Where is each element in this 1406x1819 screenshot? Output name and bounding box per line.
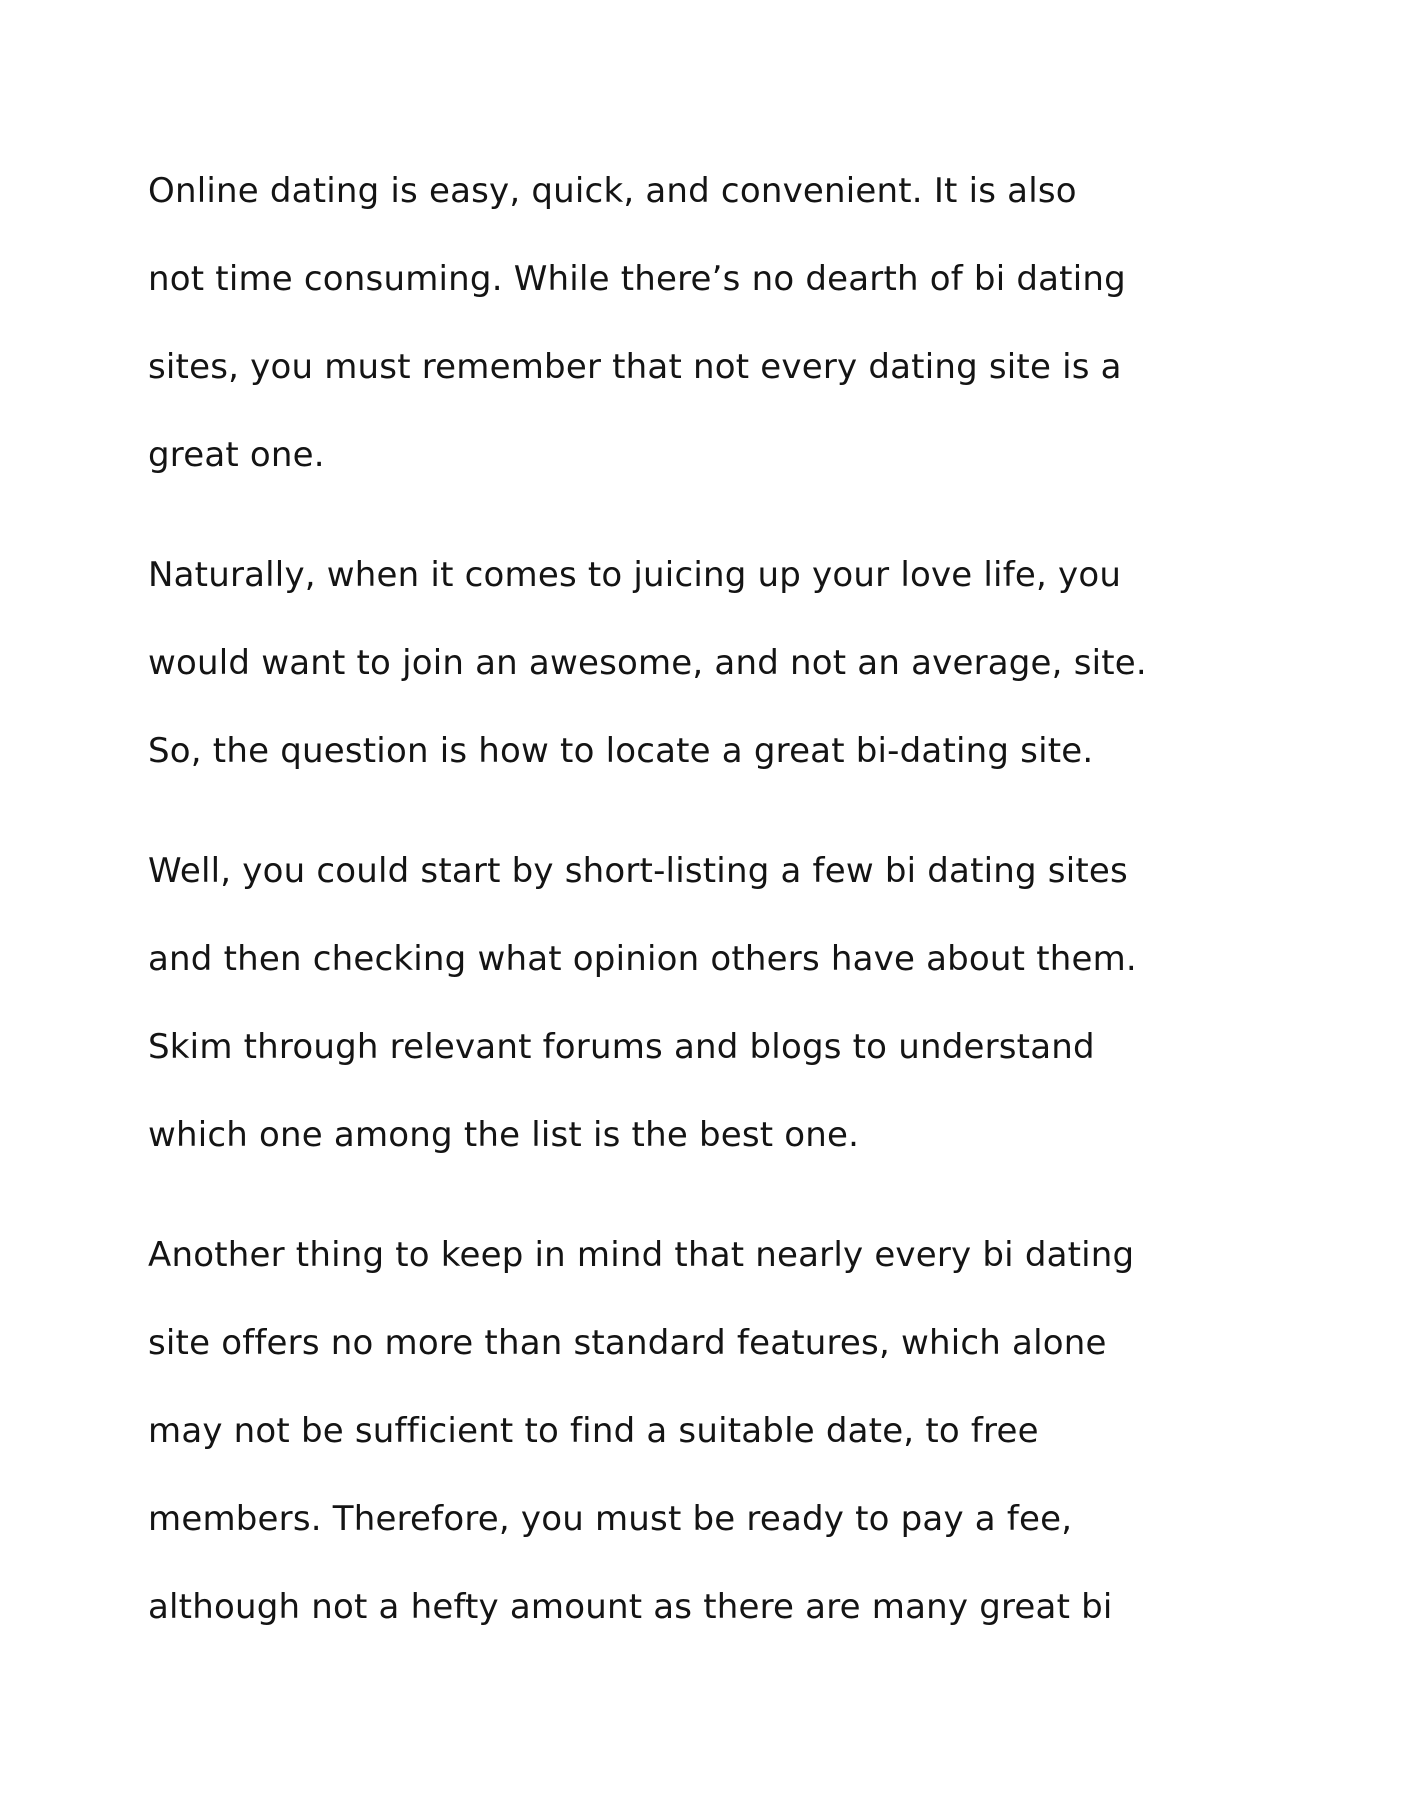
text-line: great one. — [148, 435, 325, 475]
text-line: Skim through relevant forums and blogs to understand — [148, 1027, 1095, 1067]
text-line: although not a hefty amount as there are many great bi — [148, 1587, 1113, 1627]
paragraph-2 — [148, 531, 1346, 795]
text-line: Online dating is easy, quick, and convenient. It is also — [148, 171, 1077, 211]
text-line: Well, you could start by short-listing a few bi dating sites — [148, 851, 1128, 891]
paragraph-3 — [148, 827, 1346, 1179]
text-line: site offers no more than standard features, which alone — [148, 1323, 1107, 1363]
text-line: sites, you must remember that not every dating site is a — [148, 347, 1122, 387]
text-line: So, the question is how to locate a great bi-dating site. — [148, 731, 1094, 771]
text-line: Naturally, when it comes to juicing up your love life, you — [148, 555, 1122, 595]
text-line: which one among the list is the best one. — [148, 1115, 860, 1155]
text-line: would want to join an awesome, and not an average, site. — [148, 643, 1147, 683]
text-line: not time consuming. While there’s no dearth of bi dating — [148, 259, 1126, 299]
text-line: and then checking what opinion others have about them. — [148, 939, 1137, 979]
paragraph-4 — [148, 1211, 1346, 1651]
text-line: members. Therefore, you must be ready to pay a fee, — [148, 1499, 1073, 1539]
text-line: may not be sufficient to find a suitable date, to free — [148, 1411, 1039, 1451]
paragraph-1 — [148, 147, 1346, 499]
text-line: Another thing to keep in mind that nearly every bi dating — [148, 1235, 1135, 1275]
